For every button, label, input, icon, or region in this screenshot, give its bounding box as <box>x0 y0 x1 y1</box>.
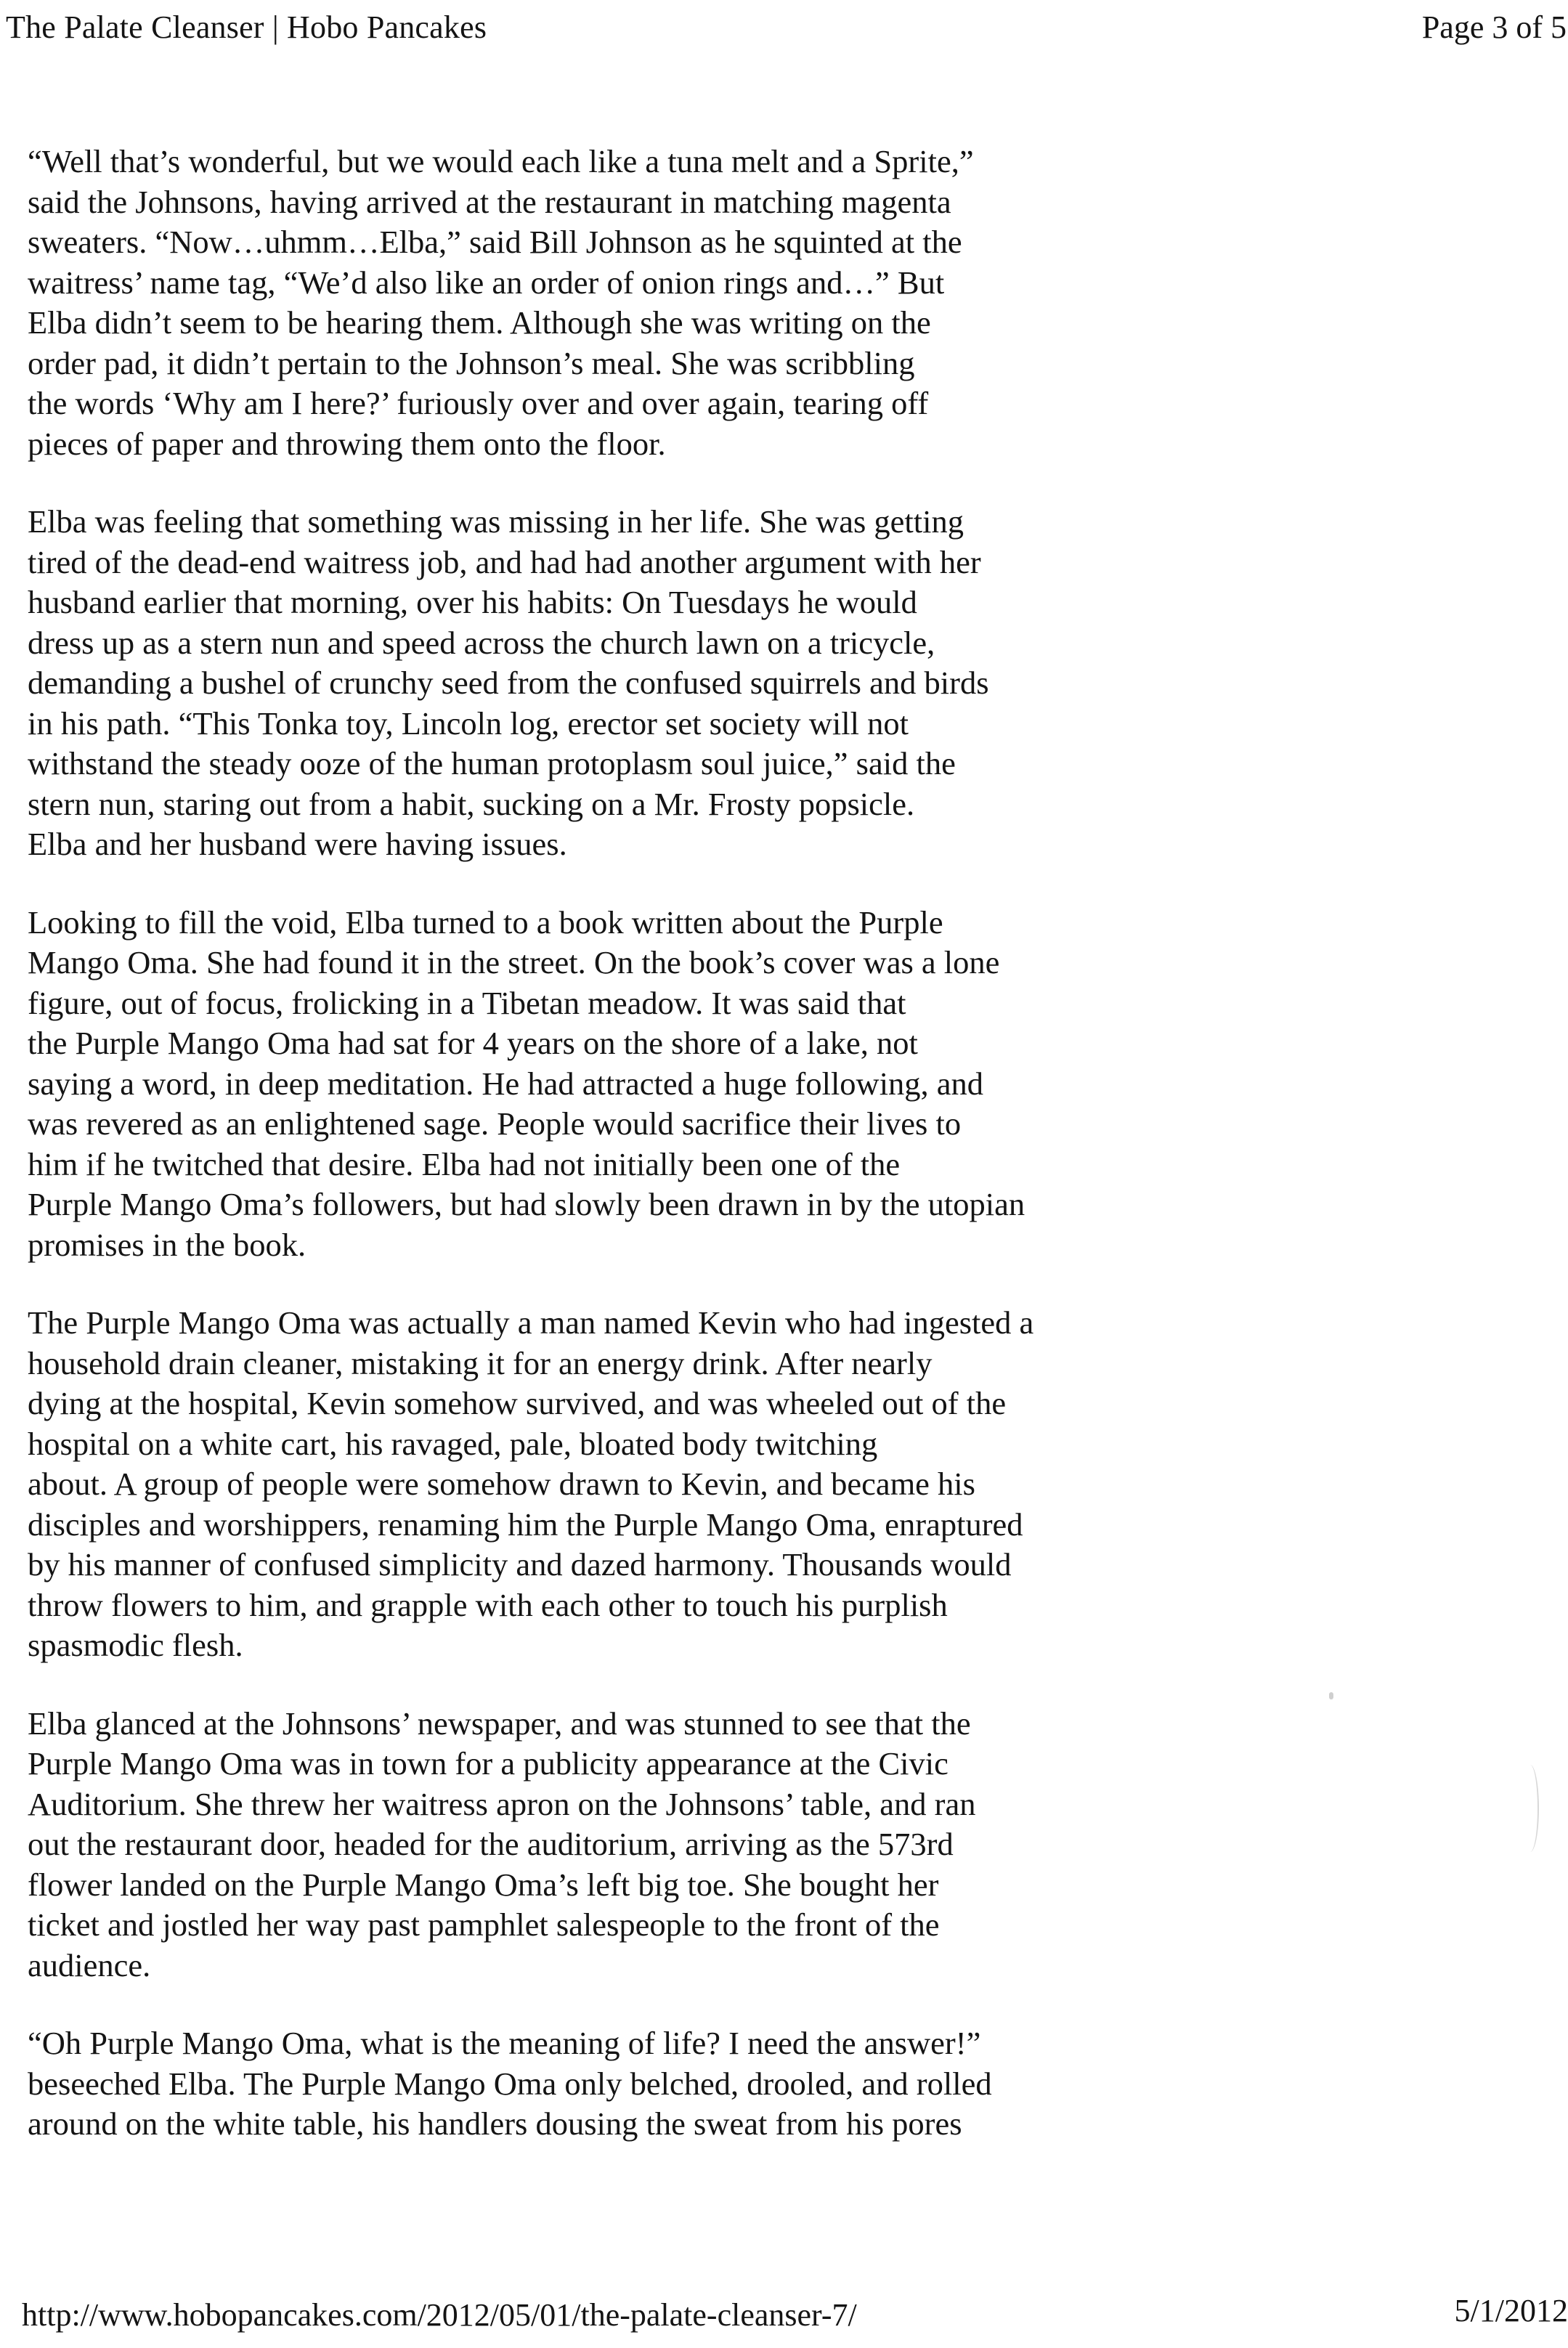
paragraph-line: Elba was feeling that something was missing in her life. She was getting <box>28 503 964 540</box>
paragraph-line: promises in the book. <box>28 1226 306 1263</box>
paragraph-line: hospital on a white cart, his ravaged, pale, bloated body twitching <box>28 1425 878 1462</box>
paragraph-line: was revered as an enlightened sage. People would sacrifice their lives to <box>28 1105 962 1142</box>
paragraph-line: spasmodic flesh. <box>28 1627 243 1663</box>
article-body <box>28 142 1204 2182</box>
paragraph-line: withstand the steady ooze of the human protoplasm soul juice,” said the <box>28 745 956 781</box>
paragraph-line: dying at the hospital, Kevin somehow survived, and was wheeled out of the <box>28 1385 1007 1421</box>
paragraph-line: demanding a bushel of crunchy seed from the confused squirrels and birds <box>28 665 989 701</box>
article-paragraph <box>28 142 1204 464</box>
paragraph-line: him if he twitched that desire. Elba had not initially been one of the <box>28 1145 901 1182</box>
paragraph-line: disciples and worshippers, renaming him the Purple Mango Oma, enraptured <box>28 1506 1023 1543</box>
paragraph-line: Elba didn’t seem to be hearing them. Although she was writing on the <box>28 304 931 341</box>
article-paragraph <box>28 502 1204 865</box>
page-number: Page 3 of 5 <box>1421 9 1567 45</box>
paragraph-line: waitress’ name tag, “We’d also like an order of onion rings and…” But <box>28 264 945 301</box>
paragraph-line: in his path. “This Tonka toy, Lincoln log, erector set society will not <box>28 704 909 742</box>
paragraph-line: Auditorium. She threw her waitress apron on the Johnsons’ table, and ran <box>28 1785 976 1822</box>
article-paragraph <box>28 2023 1204 2145</box>
page-header-title: The Palate Cleanser | Hobo Pancakes <box>6 9 487 45</box>
article-paragraph <box>28 1303 1204 1666</box>
footer-date: 5/1/2012 <box>1454 2293 1568 2328</box>
paragraph-line: dress up as a stern nun and speed across the church lawn on a tricycle, <box>28 624 935 661</box>
paragraph-line: ticket and jostled her way past pamphlet salespeople to the front of the <box>28 1906 940 1943</box>
paragraph-line: said the Johnsons, having arrived at the restaurant in matching magenta <box>28 183 951 220</box>
article-paragraph <box>28 1704 1204 1986</box>
scan-artifact-bracket <box>1522 1765 1539 1852</box>
paragraph-line: Purple Mango Oma was in town for a publicity appearance at the Civic <box>28 1745 948 1782</box>
paragraph-line: “Well that’s wonderful, but we would each like a tuna melt and a Sprite,” <box>28 143 974 179</box>
paragraph-line: the Purple Mango Oma had sat for 4 years on the shore of a lake, not <box>28 1025 918 1061</box>
footer-url: http://www.hobopancakes.com/2012/05/01/the-palate-cleanser-7/ <box>22 2297 857 2333</box>
paragraph-line: “Oh Purple Mango Oma, what is the meaning of life? I need the answer!” <box>28 2025 981 2061</box>
scan-artifact-dot <box>1329 1692 1333 1699</box>
paragraph-line: The Purple Mango Oma was actually a man named Kevin who had ingested a <box>28 1304 1034 1341</box>
paragraph-line: order pad, it didn’t pertain to the Johnson’s meal. She was scribbling <box>28 344 915 381</box>
paragraph-line: Mango Oma. She had found it in the street. On the book’s cover was a lone <box>28 944 1000 980</box>
paragraph-line: around on the white table, his handlers dousing the sweat from his pores <box>28 2105 962 2142</box>
paragraph-line: beseeched Elba. The Purple Mango Oma only belched, drooled, and rolled <box>28 2065 992 2102</box>
paragraph-line: the words ‘Why am I here?’ furiously over and over again, tearing off <box>28 385 929 421</box>
paragraph-line: about. A group of people were somehow drawn to Kevin, and became his <box>28 1466 975 1502</box>
paragraph-line: by his manner of confused simplicity and dazed harmony. Thousands would <box>28 1546 1012 1583</box>
paragraph-line: saying a word, in deep meditation. He had attracted a huge following, and <box>28 1065 984 1102</box>
paragraph-line: pieces of paper and throwing them onto the floor. <box>28 425 666 462</box>
paragraph-line: audience. <box>28 1946 151 1983</box>
paragraph-line: household drain cleaner, mistaking it for an energy drink. After nearly <box>28 1344 933 1381</box>
paragraph-line: figure, out of focus, frolicking in a Tibetan meadow. It was said that <box>28 984 906 1021</box>
paragraph-line: Elba glanced at the Johnsons’ newspaper, and was stunned to see that the <box>28 1705 971 1742</box>
paragraph-line: sweaters. “Now…uhmm…Elba,” said Bill Johnson as he squinted at the <box>28 224 962 260</box>
paragraph-line: flower landed on the Purple Mango Oma’s left big toe. She bought her <box>28 1866 939 1903</box>
paragraph-line: throw flowers to him, and grapple with each other to touch his purplish <box>28 1586 948 1623</box>
paragraph-line: husband earlier that morning, over his habits: On Tuesdays he would <box>28 584 917 620</box>
paragraph-line: Elba and her husband were having issues. <box>28 826 567 862</box>
paragraph-line: Purple Mango Oma’s followers, but had slowly been drawn in by the utopian <box>28 1186 1025 1222</box>
paragraph-line: Looking to fill the void, Elba turned to a book written about the Purple <box>28 903 943 941</box>
paragraph-line: out the restaurant door, headed for the auditorium, arriving as the 573rd <box>28 1826 954 1862</box>
paragraph-line: stern nun, staring out from a habit, sucking on a Mr. Frosty popsicle. <box>28 785 915 822</box>
article-paragraph <box>28 903 1204 1266</box>
paragraph-line: tired of the dead-end waitress job, and had had another argument with her <box>28 543 981 580</box>
